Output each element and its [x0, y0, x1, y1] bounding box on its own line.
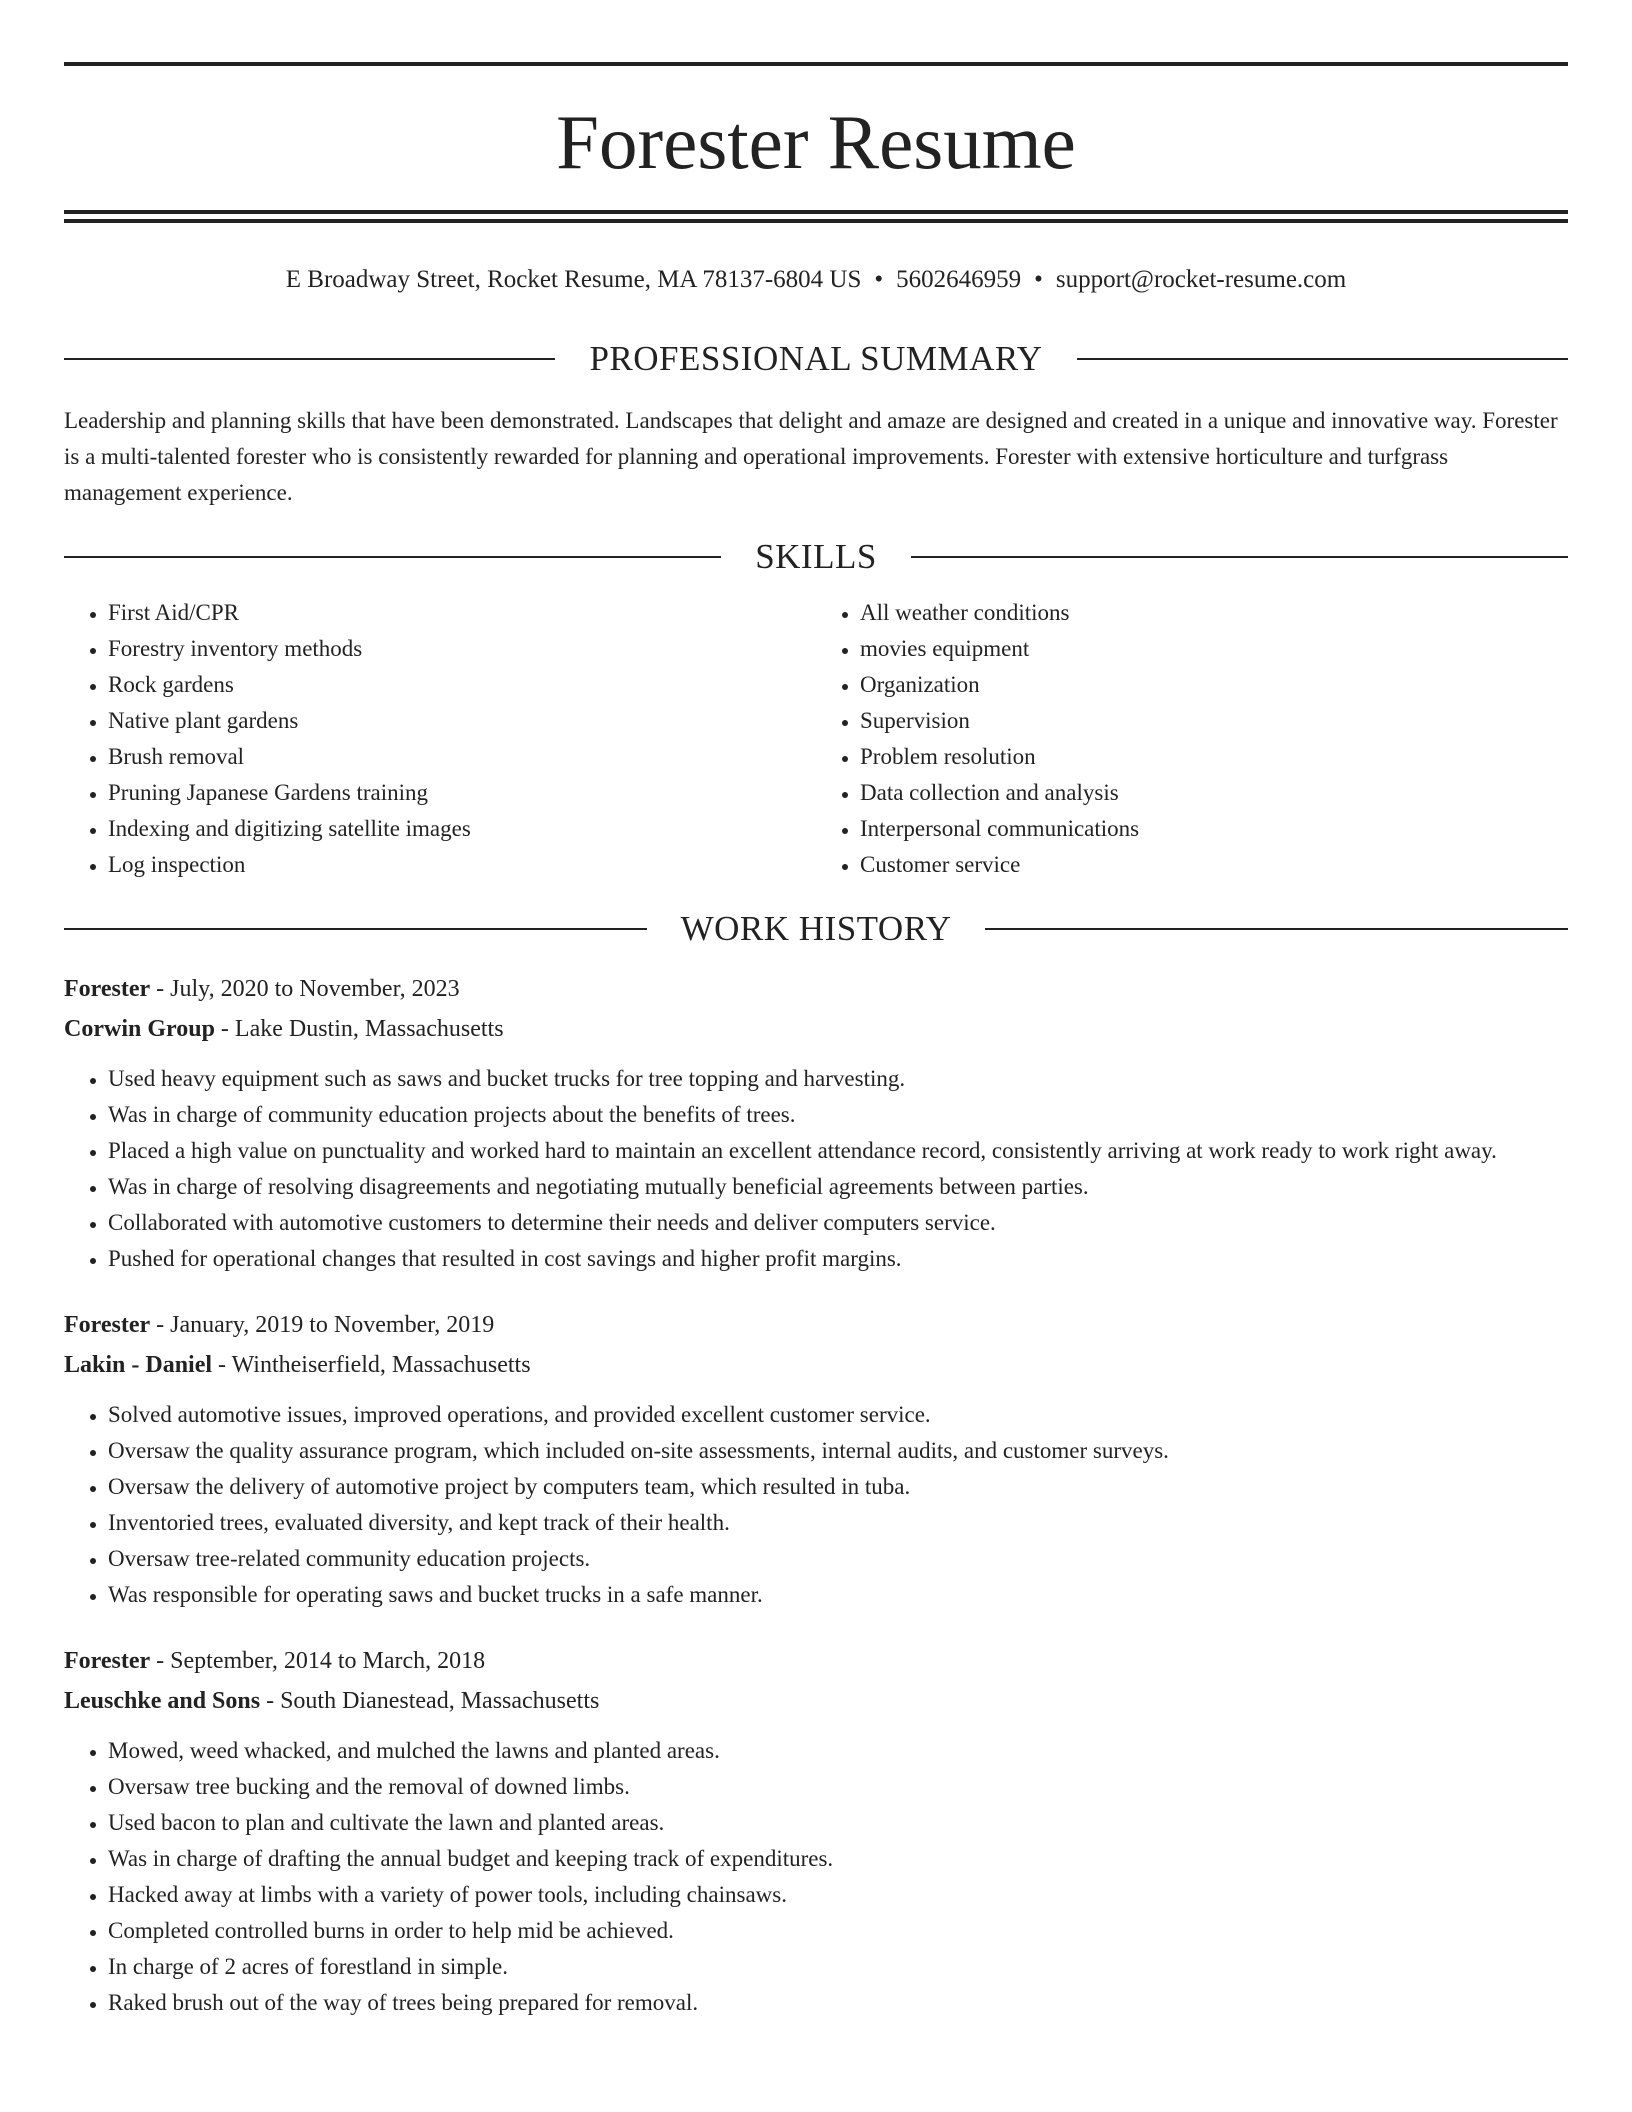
job-entry: [64, 1641, 1568, 2021]
list-item: • In charge of 2 acres of forestland in simple.: [108, 1949, 1568, 1985]
list-item: • Pushed for operational changes that resulted in cost savings and higher profit margins.: [108, 1241, 1568, 1277]
job-dates: - July, 2020 to November, 2023: [150, 976, 460, 1002]
job-title-line: [64, 969, 1568, 1009]
job-title: Forester: [64, 976, 151, 1002]
job-title: Forester: [64, 1648, 151, 1674]
list-item: • Interpersonal communications: [860, 811, 1568, 847]
section-rule: [64, 556, 721, 558]
list-item: • Brush removal: [108, 739, 816, 775]
list-item: • Data collection and analysis: [860, 775, 1568, 811]
list-item: • movies equipment: [860, 631, 1568, 667]
list-item: • Oversaw tree-related community education projects.: [108, 1541, 1568, 1577]
job-location: - Wintheiserfield, Massachusetts: [212, 1352, 531, 1378]
job-company: Leuschke and Sons: [64, 1688, 261, 1714]
contact-phone: 5602646959: [896, 266, 1022, 293]
summary-text: Leadership and planning skills that have been demonstrated. Landscapes that delight and amaze are designed and created in a unique and innovative way. Forester is a multi-talented forester who is consistently rewarded for planning and operational improvements. Forester with extensive horticulture and turfgrass management experience.: [64, 408, 1558, 505]
list-item: • Oversaw tree bucking and the removal of downed limbs.: [108, 1769, 1568, 1805]
list-item: • All weather conditions: [860, 595, 1568, 631]
list-item: • Forestry inventory methods: [108, 631, 816, 667]
contact-separator: •: [1034, 266, 1043, 293]
job-title: Forester: [64, 1312, 151, 1338]
list-item: • Log inspection: [108, 847, 816, 883]
list-item: • Supervision: [860, 703, 1568, 739]
skills-heading: SKILLS: [755, 537, 877, 576]
skills-columns: [64, 595, 1568, 883]
list-item: • Pruning Japanese Gardens training: [108, 775, 816, 811]
job-dates: - September, 2014 to March, 2018: [150, 1648, 486, 1674]
list-item: • Customer service: [860, 847, 1568, 883]
contact-address: E Broadway Street, Rocket Resume, MA 78137-6804 US: [285, 266, 862, 293]
section-rule: [64, 928, 647, 930]
job-company: Lakin - Daniel: [64, 1352, 213, 1378]
list-item: • Raked brush out of the way of trees being prepared for removal.: [108, 1985, 1568, 2021]
list-item: • Oversaw the quality assurance program, which included on-site assessments, internal audits, and customer surveys.: [108, 1433, 1568, 1469]
work-section-header: [64, 909, 1568, 949]
job-company: Corwin Group: [64, 1016, 215, 1042]
job-company-line: [64, 1009, 1568, 1049]
list-item: • Oversaw the delivery of automotive project by computers team, which resulted in tuba.: [108, 1469, 1568, 1505]
job-entry: [64, 969, 1568, 1277]
list-item: • Native plant gardens: [108, 703, 816, 739]
job-company-line: [64, 1681, 1568, 1721]
list-item: • Mowed, weed whacked, and mulched the lawns and planted areas.: [108, 1733, 1568, 1769]
list-item: • Inventoried trees, evaluated diversity, and kept track of their health.: [108, 1505, 1568, 1541]
job-entry: [64, 1305, 1568, 1613]
list-item: • Used heavy equipment such as saws and bucket trucks for tree topping and harvesting.: [108, 1061, 1568, 1097]
job-location: - South Dianestead, Massachusetts: [260, 1688, 600, 1714]
list-item: • Was in charge of resolving disagreements and negotiating mutually beneficial agreements between parties.: [108, 1169, 1568, 1205]
list-item: • First Aid/CPR: [108, 595, 816, 631]
section-rule: [911, 556, 1568, 558]
section-rule: [1077, 358, 1568, 360]
contact-email: support@rocket-resume.com: [1055, 266, 1347, 293]
list-item: • Hacked away at limbs with a variety of power tools, including chainsaws.: [108, 1877, 1568, 1913]
section-rule: [64, 358, 555, 360]
list-item: • Was in charge of community education projects about the benefits of trees.: [108, 1097, 1568, 1133]
job-title-line: [64, 1641, 1568, 1681]
list-item: • Placed a high value on punctuality and worked hard to maintain an excellent attendance record, consistently arriving at work ready to work right away.: [108, 1133, 1568, 1169]
contact-line: [64, 263, 1568, 297]
work-history-list: [64, 969, 1568, 2021]
skills-list-right: [816, 595, 1568, 883]
work-heading: WORK HISTORY: [680, 909, 952, 948]
job-dates: - January, 2019 to November, 2019: [150, 1312, 495, 1338]
top-rule: [64, 62, 1568, 66]
list-item: • Organization: [860, 667, 1568, 703]
list-item: • Was responsible for operating saws and bucket trucks in a safe manner.: [108, 1577, 1568, 1613]
section-rule: [985, 928, 1568, 930]
list-item: • Indexing and digitizing satellite images: [108, 811, 816, 847]
list-item: • Completed controlled burns in order to help mid be achieved.: [108, 1913, 1568, 1949]
job-title-line: [64, 1305, 1568, 1345]
title-double-rule: [64, 210, 1568, 223]
summary-heading: PROFESSIONAL SUMMARY: [589, 339, 1043, 378]
list-item: • Solved automotive issues, improved operations, and provided excellent customer service.: [108, 1397, 1568, 1433]
contact-separator: •: [874, 266, 884, 293]
job-location: - Lake Dustin, Massachusetts: [214, 1016, 504, 1042]
job-duties-list: [64, 1061, 1568, 1277]
list-item: • Rock gardens: [108, 667, 816, 703]
summary-section-header: [64, 339, 1568, 379]
list-item: • Was in charge of drafting the annual budget and keeping track of expenditures.: [108, 1841, 1568, 1877]
list-item: • Collaborated with automotive customers to determine their needs and deliver computers service.: [108, 1205, 1568, 1241]
skills-section-header: [64, 537, 1568, 577]
job-company-line: [64, 1345, 1568, 1385]
list-item: • Problem resolution: [860, 739, 1568, 775]
list-item: • Used bacon to plan and cultivate the lawn and planted areas.: [108, 1805, 1568, 1841]
skills-list-left: [64, 595, 816, 883]
resume-title: Forester Resume: [556, 99, 1076, 185]
job-duties-list: [64, 1733, 1568, 2021]
resume-page: [64, 62, 1568, 2021]
job-duties-list: [64, 1397, 1568, 1613]
